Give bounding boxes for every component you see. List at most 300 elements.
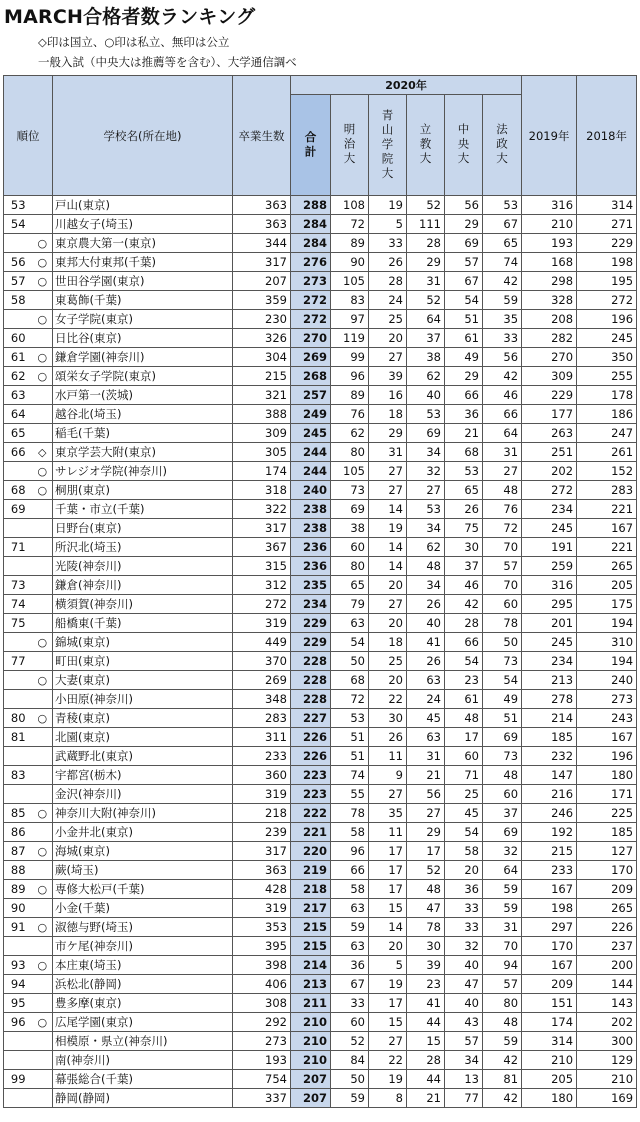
type-mark: ○ bbox=[33, 804, 53, 823]
total-cell: 213 bbox=[291, 975, 331, 994]
hosei-cell: 94 bbox=[483, 956, 522, 975]
school-name: 越谷北(埼玉) bbox=[53, 405, 233, 424]
hosei-cell: 48 bbox=[483, 481, 522, 500]
graduates-cell: 367 bbox=[233, 538, 291, 557]
total-cell: 229 bbox=[291, 614, 331, 633]
rank-cell bbox=[4, 690, 33, 709]
rank-cell: 81 bbox=[4, 728, 33, 747]
hosei-cell: 32 bbox=[483, 842, 522, 861]
chuo-cell: 20 bbox=[445, 861, 483, 880]
hosei-cell: 78 bbox=[483, 614, 522, 633]
rank-cell bbox=[4, 671, 33, 690]
type-mark: ○ bbox=[33, 918, 53, 937]
y2019-cell: 208 bbox=[522, 310, 577, 329]
rikkyo-cell: 29 bbox=[407, 253, 445, 272]
chuo-cell: 48 bbox=[445, 709, 483, 728]
graduates-cell: 207 bbox=[233, 272, 291, 291]
rank-cell: 64 bbox=[4, 405, 33, 424]
y2019-cell: 198 bbox=[522, 899, 577, 918]
meiji-cell: 59 bbox=[331, 918, 369, 937]
y2019-cell: 232 bbox=[522, 747, 577, 766]
type-mark bbox=[33, 196, 53, 215]
rikkyo-cell: 38 bbox=[407, 348, 445, 367]
aoyama-cell: 20 bbox=[369, 671, 407, 690]
hosei-cell: 60 bbox=[483, 595, 522, 614]
type-mark bbox=[33, 386, 53, 405]
table-row bbox=[4, 272, 637, 291]
chuo-cell: 37 bbox=[445, 557, 483, 576]
graduates-cell: 218 bbox=[233, 804, 291, 823]
aoyama-cell: 27 bbox=[369, 1032, 407, 1051]
hosei-cell: 57 bbox=[483, 975, 522, 994]
rikkyo-cell: 21 bbox=[407, 1089, 445, 1108]
rank-cell bbox=[4, 1089, 33, 1108]
y2018-cell: 186 bbox=[577, 405, 637, 424]
type-mark: ○ bbox=[33, 234, 53, 253]
school-name: サレジオ学院(神奈川) bbox=[53, 462, 233, 481]
y2018-cell: 196 bbox=[577, 310, 637, 329]
y2018-cell: 261 bbox=[577, 443, 637, 462]
total-cell: 236 bbox=[291, 557, 331, 576]
aoyama-cell: 29 bbox=[369, 424, 407, 443]
type-mark bbox=[33, 538, 53, 557]
table-row bbox=[4, 519, 637, 538]
school-name: 世田谷学園(東京) bbox=[53, 272, 233, 291]
y2018-cell: 247 bbox=[577, 424, 637, 443]
total-cell: 249 bbox=[291, 405, 331, 424]
rank-cell: 63 bbox=[4, 386, 33, 405]
y2019-cell: 229 bbox=[522, 386, 577, 405]
y2019-cell: 298 bbox=[522, 272, 577, 291]
chuo-cell: 32 bbox=[445, 937, 483, 956]
table-row bbox=[4, 234, 637, 253]
ranking-rows bbox=[4, 196, 637, 1108]
graduates-cell: 359 bbox=[233, 291, 291, 310]
school-name: 神奈川大附(神奈川) bbox=[53, 804, 233, 823]
graduates-cell: 406 bbox=[233, 975, 291, 994]
rank-cell: 85 bbox=[4, 804, 33, 823]
header-meiji: 明治大 bbox=[331, 95, 369, 196]
hosei-cell: 33 bbox=[483, 329, 522, 348]
total-cell: 223 bbox=[291, 785, 331, 804]
school-name: 船橋東(千葉) bbox=[53, 614, 233, 633]
rikkyo-cell: 63 bbox=[407, 728, 445, 747]
rank-cell: 80 bbox=[4, 709, 33, 728]
rank-cell: 94 bbox=[4, 975, 33, 994]
rank-cell bbox=[4, 234, 33, 253]
chuo-cell: 54 bbox=[445, 652, 483, 671]
graduates-cell: 311 bbox=[233, 728, 291, 747]
graduates-cell: 312 bbox=[233, 576, 291, 595]
rank-cell: 57 bbox=[4, 272, 33, 291]
rikkyo-cell: 52 bbox=[407, 196, 445, 215]
rikkyo-cell: 48 bbox=[407, 880, 445, 899]
school-name: 幕張総合(千葉) bbox=[53, 1070, 233, 1089]
y2018-cell: 169 bbox=[577, 1089, 637, 1108]
chuo-cell: 28 bbox=[445, 614, 483, 633]
rank-cell: 65 bbox=[4, 424, 33, 443]
aoyama-cell: 20 bbox=[369, 614, 407, 633]
rikkyo-cell: 47 bbox=[407, 899, 445, 918]
graduates-cell: 174 bbox=[233, 462, 291, 481]
y2019-cell: 191 bbox=[522, 538, 577, 557]
total-cell: 207 bbox=[291, 1070, 331, 1089]
table-row bbox=[4, 500, 637, 519]
type-mark bbox=[33, 215, 53, 234]
rikkyo-cell: 53 bbox=[407, 405, 445, 424]
aoyama-cell: 20 bbox=[369, 937, 407, 956]
table-row bbox=[4, 538, 637, 557]
total-cell: 215 bbox=[291, 918, 331, 937]
page-title: MARCH合格者数ランキング bbox=[4, 6, 256, 28]
type-mark bbox=[33, 1051, 53, 1070]
table-row bbox=[4, 405, 637, 424]
hosei-cell: 70 bbox=[483, 538, 522, 557]
aoyama-cell: 18 bbox=[369, 633, 407, 652]
y2018-cell: 194 bbox=[577, 614, 637, 633]
y2019-cell: 259 bbox=[522, 557, 577, 576]
y2018-cell: 175 bbox=[577, 595, 637, 614]
header-aoyama: 青山学院大 bbox=[369, 95, 407, 196]
rank-cell: 93 bbox=[4, 956, 33, 975]
table-row bbox=[4, 1089, 637, 1108]
chuo-cell: 66 bbox=[445, 633, 483, 652]
y2018-cell: 243 bbox=[577, 709, 637, 728]
y2018-cell: 180 bbox=[577, 766, 637, 785]
type-mark: ○ bbox=[33, 671, 53, 690]
school-name: 専修大松戸(千葉) bbox=[53, 880, 233, 899]
graduates-cell: 272 bbox=[233, 595, 291, 614]
chuo-cell: 40 bbox=[445, 994, 483, 1013]
type-mark bbox=[33, 614, 53, 633]
meiji-cell: 69 bbox=[331, 500, 369, 519]
type-mark bbox=[33, 557, 53, 576]
aoyama-cell: 20 bbox=[369, 329, 407, 348]
table-row bbox=[4, 310, 637, 329]
rikkyo-cell: 34 bbox=[407, 443, 445, 462]
rank-cell: 83 bbox=[4, 766, 33, 785]
y2019-cell: 210 bbox=[522, 1051, 577, 1070]
rikkyo-cell: 32 bbox=[407, 462, 445, 481]
chuo-cell: 40 bbox=[445, 956, 483, 975]
type-mark bbox=[33, 975, 53, 994]
aoyama-cell: 31 bbox=[369, 443, 407, 462]
y2019-cell: 180 bbox=[522, 1089, 577, 1108]
school-name: 東京学芸大附(東京) bbox=[53, 443, 233, 462]
chuo-cell: 46 bbox=[445, 576, 483, 595]
rank-cell: 66 bbox=[4, 443, 33, 462]
rikkyo-cell: 26 bbox=[407, 652, 445, 671]
aoyama-cell: 30 bbox=[369, 709, 407, 728]
y2019-cell: 328 bbox=[522, 291, 577, 310]
rank-cell: 91 bbox=[4, 918, 33, 937]
rikkyo-cell: 44 bbox=[407, 1070, 445, 1089]
meiji-cell: 74 bbox=[331, 766, 369, 785]
graduates-cell: 344 bbox=[233, 234, 291, 253]
meiji-cell: 55 bbox=[331, 785, 369, 804]
total-cell: 210 bbox=[291, 1032, 331, 1051]
hosei-cell: 31 bbox=[483, 443, 522, 462]
aoyama-cell: 15 bbox=[369, 899, 407, 918]
school-name: 桐朋(東京) bbox=[53, 481, 233, 500]
hosei-cell: 73 bbox=[483, 652, 522, 671]
total-cell: 229 bbox=[291, 633, 331, 652]
y2019-cell: 316 bbox=[522, 196, 577, 215]
meiji-cell: 63 bbox=[331, 937, 369, 956]
total-cell: 284 bbox=[291, 234, 331, 253]
meiji-cell: 63 bbox=[331, 899, 369, 918]
school-name: 日比谷(東京) bbox=[53, 329, 233, 348]
hosei-cell: 59 bbox=[483, 899, 522, 918]
meiji-cell: 67 bbox=[331, 975, 369, 994]
chuo-cell: 43 bbox=[445, 1013, 483, 1032]
table-row bbox=[4, 880, 637, 899]
aoyama-cell: 27 bbox=[369, 462, 407, 481]
aoyama-cell: 17 bbox=[369, 861, 407, 880]
rank-cell: 73 bbox=[4, 576, 33, 595]
table-row bbox=[4, 728, 637, 747]
chuo-cell: 29 bbox=[445, 215, 483, 234]
total-cell: 220 bbox=[291, 842, 331, 861]
chuo-cell: 42 bbox=[445, 595, 483, 614]
rank-cell: 58 bbox=[4, 291, 33, 310]
hosei-cell: 60 bbox=[483, 785, 522, 804]
graduates-cell: 318 bbox=[233, 481, 291, 500]
y2019-cell: 316 bbox=[522, 576, 577, 595]
hosei-cell: 31 bbox=[483, 918, 522, 937]
meiji-cell: 53 bbox=[331, 709, 369, 728]
aoyama-cell: 27 bbox=[369, 785, 407, 804]
chuo-cell: 60 bbox=[445, 747, 483, 766]
table-row bbox=[4, 443, 637, 462]
type-mark bbox=[33, 785, 53, 804]
total-cell: 257 bbox=[291, 386, 331, 405]
hosei-cell: 35 bbox=[483, 310, 522, 329]
rank-cell bbox=[4, 1051, 33, 1070]
type-mark: ○ bbox=[33, 481, 53, 500]
graduates-cell: 449 bbox=[233, 633, 291, 652]
hosei-cell: 53 bbox=[483, 196, 522, 215]
hosei-cell: 64 bbox=[483, 861, 522, 880]
meiji-cell: 84 bbox=[331, 1051, 369, 1070]
meiji-cell: 68 bbox=[331, 671, 369, 690]
type-mark: ○ bbox=[33, 709, 53, 728]
total-cell: 244 bbox=[291, 443, 331, 462]
y2018-cell: 185 bbox=[577, 823, 637, 842]
school-name: 女子学院(東京) bbox=[53, 310, 233, 329]
rikkyo-cell: 62 bbox=[407, 538, 445, 557]
graduates-cell: 315 bbox=[233, 557, 291, 576]
y2019-cell: 270 bbox=[522, 348, 577, 367]
hosei-cell: 67 bbox=[483, 215, 522, 234]
y2019-cell: 168 bbox=[522, 253, 577, 272]
rikkyo-cell: 40 bbox=[407, 386, 445, 405]
total-cell: 276 bbox=[291, 253, 331, 272]
school-name: 鎌倉学園(神奈川) bbox=[53, 348, 233, 367]
table-row bbox=[4, 671, 637, 690]
chuo-cell: 77 bbox=[445, 1089, 483, 1108]
rank-cell: 88 bbox=[4, 861, 33, 880]
meiji-cell: 96 bbox=[331, 367, 369, 386]
source-note: 一般入試（中央大は推薦等を含む）、大学通信調べ bbox=[38, 55, 297, 69]
graduates-cell: 215 bbox=[233, 367, 291, 386]
table-row bbox=[4, 652, 637, 671]
school-name: 宇都宮(栃木) bbox=[53, 766, 233, 785]
school-name: 市ケ尾(神奈川) bbox=[53, 937, 233, 956]
school-name: 広尾学園(東京) bbox=[53, 1013, 233, 1032]
chuo-cell: 57 bbox=[445, 253, 483, 272]
rikkyo-cell: 27 bbox=[407, 481, 445, 500]
y2018-cell: 129 bbox=[577, 1051, 637, 1070]
table-row bbox=[4, 842, 637, 861]
total-cell: 210 bbox=[291, 1051, 331, 1070]
table-row bbox=[4, 804, 637, 823]
hosei-cell: 48 bbox=[483, 1013, 522, 1032]
aoyama-cell: 39 bbox=[369, 367, 407, 386]
y2019-cell: 193 bbox=[522, 234, 577, 253]
rank-cell bbox=[4, 462, 33, 481]
school-name: 小田原(神奈川) bbox=[53, 690, 233, 709]
y2019-cell: 215 bbox=[522, 842, 577, 861]
meiji-cell: 83 bbox=[331, 291, 369, 310]
meiji-cell: 60 bbox=[331, 538, 369, 557]
header-graduates: 卒業生数 bbox=[233, 76, 291, 196]
total-cell: 272 bbox=[291, 310, 331, 329]
aoyama-cell: 18 bbox=[369, 405, 407, 424]
rikkyo-cell: 48 bbox=[407, 557, 445, 576]
y2018-cell: 210 bbox=[577, 1070, 637, 1089]
graduates-cell: 398 bbox=[233, 956, 291, 975]
rikkyo-cell: 69 bbox=[407, 424, 445, 443]
total-cell: 273 bbox=[291, 272, 331, 291]
total-cell: 288 bbox=[291, 196, 331, 215]
table-row bbox=[4, 975, 637, 994]
rank-cell: 74 bbox=[4, 595, 33, 614]
y2018-cell: 237 bbox=[577, 937, 637, 956]
aoyama-cell: 24 bbox=[369, 291, 407, 310]
type-mark: ◇ bbox=[33, 443, 53, 462]
aoyama-cell: 5 bbox=[369, 956, 407, 975]
table-row bbox=[4, 595, 637, 614]
table-row bbox=[4, 747, 637, 766]
rikkyo-cell: 24 bbox=[407, 690, 445, 709]
header-2018: 2018年 bbox=[577, 76, 637, 196]
aoyama-cell: 14 bbox=[369, 918, 407, 937]
header-2019: 2019年 bbox=[522, 76, 577, 196]
type-mark bbox=[33, 690, 53, 709]
y2019-cell: 209 bbox=[522, 975, 577, 994]
rikkyo-cell: 64 bbox=[407, 310, 445, 329]
total-cell: 238 bbox=[291, 500, 331, 519]
meiji-cell: 50 bbox=[331, 1070, 369, 1089]
graduates-cell: 193 bbox=[233, 1051, 291, 1070]
meiji-cell: 54 bbox=[331, 633, 369, 652]
table-row bbox=[4, 576, 637, 595]
total-cell: 223 bbox=[291, 766, 331, 785]
graduates-cell: 304 bbox=[233, 348, 291, 367]
rikkyo-cell: 53 bbox=[407, 500, 445, 519]
rank-cell: 54 bbox=[4, 215, 33, 234]
graduates-cell: 305 bbox=[233, 443, 291, 462]
chuo-cell: 47 bbox=[445, 975, 483, 994]
total-cell: 236 bbox=[291, 538, 331, 557]
chuo-cell: 75 bbox=[445, 519, 483, 538]
y2018-cell: 265 bbox=[577, 557, 637, 576]
rank-cell: 77 bbox=[4, 652, 33, 671]
hosei-cell: 64 bbox=[483, 424, 522, 443]
table-row bbox=[4, 557, 637, 576]
rank-cell bbox=[4, 557, 33, 576]
school-name: 大妻(東京) bbox=[53, 671, 233, 690]
table-row bbox=[4, 481, 637, 500]
hosei-cell: 76 bbox=[483, 500, 522, 519]
graduates-cell: 321 bbox=[233, 386, 291, 405]
graduates-cell: 322 bbox=[233, 500, 291, 519]
meiji-cell: 89 bbox=[331, 386, 369, 405]
table-row bbox=[4, 1032, 637, 1051]
hosei-cell: 80 bbox=[483, 994, 522, 1013]
rank-cell: 99 bbox=[4, 1070, 33, 1089]
y2018-cell: 310 bbox=[577, 633, 637, 652]
graduates-cell: 370 bbox=[233, 652, 291, 671]
meiji-cell: 108 bbox=[331, 196, 369, 215]
graduates-cell: 363 bbox=[233, 861, 291, 880]
graduates-cell: 319 bbox=[233, 614, 291, 633]
chuo-cell: 69 bbox=[445, 234, 483, 253]
rank-cell: 95 bbox=[4, 994, 33, 1013]
total-cell: 217 bbox=[291, 899, 331, 918]
graduates-cell: 360 bbox=[233, 766, 291, 785]
rikkyo-cell: 34 bbox=[407, 576, 445, 595]
header-total: 合計 bbox=[291, 95, 331, 196]
y2019-cell: 210 bbox=[522, 215, 577, 234]
rank-cell bbox=[4, 633, 33, 652]
y2019-cell: 233 bbox=[522, 861, 577, 880]
aoyama-cell: 20 bbox=[369, 576, 407, 595]
rikkyo-cell: 29 bbox=[407, 823, 445, 842]
total-cell: 218 bbox=[291, 880, 331, 899]
total-cell: 244 bbox=[291, 462, 331, 481]
rikkyo-cell: 17 bbox=[407, 842, 445, 861]
rank-cell: 86 bbox=[4, 823, 33, 842]
graduates-cell: 348 bbox=[233, 690, 291, 709]
meiji-cell: 33 bbox=[331, 994, 369, 1013]
y2019-cell: 282 bbox=[522, 329, 577, 348]
y2019-cell: 185 bbox=[522, 728, 577, 747]
hosei-cell: 57 bbox=[483, 557, 522, 576]
type-mark bbox=[33, 994, 53, 1013]
rikkyo-cell: 30 bbox=[407, 937, 445, 956]
hosei-cell: 74 bbox=[483, 253, 522, 272]
rikkyo-cell: 41 bbox=[407, 633, 445, 652]
chuo-cell: 58 bbox=[445, 842, 483, 861]
rikkyo-cell: 26 bbox=[407, 595, 445, 614]
y2019-cell: 147 bbox=[522, 766, 577, 785]
aoyama-cell: 19 bbox=[369, 1070, 407, 1089]
table-row bbox=[4, 291, 637, 310]
graduates-cell: 230 bbox=[233, 310, 291, 329]
type-mark: ○ bbox=[33, 272, 53, 291]
y2018-cell: 225 bbox=[577, 804, 637, 823]
y2018-cell: 194 bbox=[577, 652, 637, 671]
rank-cell bbox=[4, 937, 33, 956]
type-mark: ○ bbox=[33, 956, 53, 975]
chuo-cell: 49 bbox=[445, 348, 483, 367]
school-name: 青稜(東京) bbox=[53, 709, 233, 728]
type-mark bbox=[33, 766, 53, 785]
aoyama-cell: 33 bbox=[369, 234, 407, 253]
table-row bbox=[4, 462, 637, 481]
